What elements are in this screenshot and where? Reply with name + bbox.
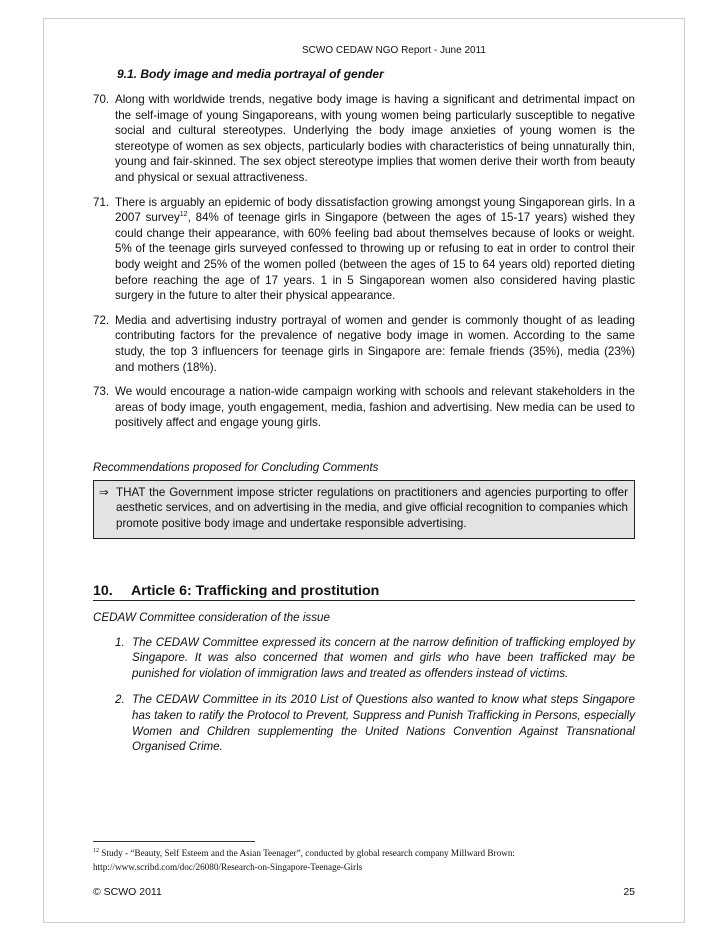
paragraph-73	[93, 384, 635, 431]
page-footer	[93, 886, 635, 898]
footnote-line-1	[93, 846, 635, 860]
paragraph-text: Along with worldwide trends, negative body image is having a significant and detrimental impact on the self-image of young Singaporeans, with young women being particularly susceptible to negative social and cultural stereotypes. Underlying the body image anxieties of young women is the stereotype of women as sex objects, particularly bodies with characteristics of being unnaturally thin, young and fair-skinned. The sex object stereotype implies that women derive their worth from beauty and physical or sexual attractiveness.	[115, 93, 635, 184]
cedaw-item-number: 1.	[115, 635, 125, 649]
cedaw-item-number: 2.	[115, 693, 125, 707]
cedaw-item-text: The CEDAW Committee expressed its concern at the narrow definition of trafficking employed by Singapore. It was also concerned that women and girls who have been trafficked may be punished for violation of immigration laws and treated as offenders instead of victims.	[132, 635, 635, 680]
paragraph-text-after: , 84% of teenage girls in Singapore (between the ages of 15-17 years) wished they could change their appearance, with 60% feeling bad about themselves because of looks or weight. 5% of the teenage girls surveyed confessed to throwing up or refusing to eat in order to control their body weight and 25% of the women polled (between the ages of 15 to 64 years old) reported dieting before reaching the age of 17 years. 1 in 5 Singaporean women also considered having plastic surgery in the future to alter their physical appearance.	[115, 211, 635, 303]
cedaw-list	[93, 635, 635, 755]
paragraph-number: 73.	[93, 385, 110, 399]
running-header: SCWO CEDAW NGO Report - June 2011	[302, 45, 486, 56]
paragraph-number: 71.	[93, 195, 110, 209]
paragraph-70	[93, 92, 635, 186]
cedaw-subtitle: CEDAW Committee consideration of the issue	[93, 610, 330, 624]
paragraph-number: 72.	[93, 313, 110, 327]
page-number: 25	[623, 886, 635, 898]
recommendation-box	[93, 480, 635, 539]
paragraph-text: We would encourage a nation-wide campaign working with schools and relevant stakeholders in the areas of body image, youth engagement, media, fashion and advertising. New media can be used to positively affect and engage young girls.	[115, 385, 635, 430]
paragraph-number: 70.	[93, 93, 110, 106]
paragraph-text: Media and advertising industry portrayal of women and gender is commonly thought of as leading contributing factors for the prevalence of negative body image in women. According to the same study, the top 3 influencers for teenage girls in Singapore are: female friends (35%), media (23%) and mothers (18%).	[115, 313, 635, 374]
recommendations-title: Recommendations proposed for Concluding Comments	[93, 460, 379, 474]
footnote-text: Study - “Beauty, Self Esteem and the Asian Teenager”, conducted by global research company Millward Brown:	[99, 848, 515, 858]
cedaw-item-1	[93, 635, 635, 682]
paragraph-text-before: There is arguably an epidemic of body dissatisfaction growing amongst young Singaporean girls. In a 2007 survey	[115, 195, 635, 225]
footnote-marker: 12	[93, 847, 99, 854]
footnote	[93, 846, 635, 874]
footnote-separator	[93, 841, 255, 842]
paragraph-list	[93, 92, 635, 431]
section-heading	[93, 583, 635, 601]
section-number: 10.	[93, 582, 113, 599]
page-content	[93, 45, 635, 766]
copyright-text: © SCWO 2011	[93, 886, 162, 898]
section-title: Article 6: Trafficking and prostitution	[131, 582, 380, 599]
recommendation-text: THAT the Government impose stricter regulations on practitioners and agencies purporting to offer aesthetic services, and on advertising in the media, and give official recognition to companies which promote positive body image and undertake responsible advertising.	[116, 485, 628, 531]
paragraph-72	[93, 313, 635, 375]
footnote-ref[interactable]: 12	[179, 211, 188, 219]
subheading: 9.1. Body image and media portrayal of gender	[117, 67, 384, 81]
paragraph-71	[93, 195, 635, 304]
right-arrow-icon: ⇒	[99, 485, 109, 499]
cedaw-item-text: The CEDAW Committee in its 2010 List of Questions also wanted to know what steps Singapore has taken to ratify the Protocol to Prevent, Suppress and Punish Trafficking in Persons, especially Women and Children supplementing the United Nations Convention Against Transnational Organised Crime.	[132, 693, 635, 754]
footnote-url[interactable]: http://www.scribd.com/doc/26080/Research-on-Singapore-Teenage-Girls	[93, 862, 363, 872]
cedaw-item-2	[93, 692, 635, 754]
